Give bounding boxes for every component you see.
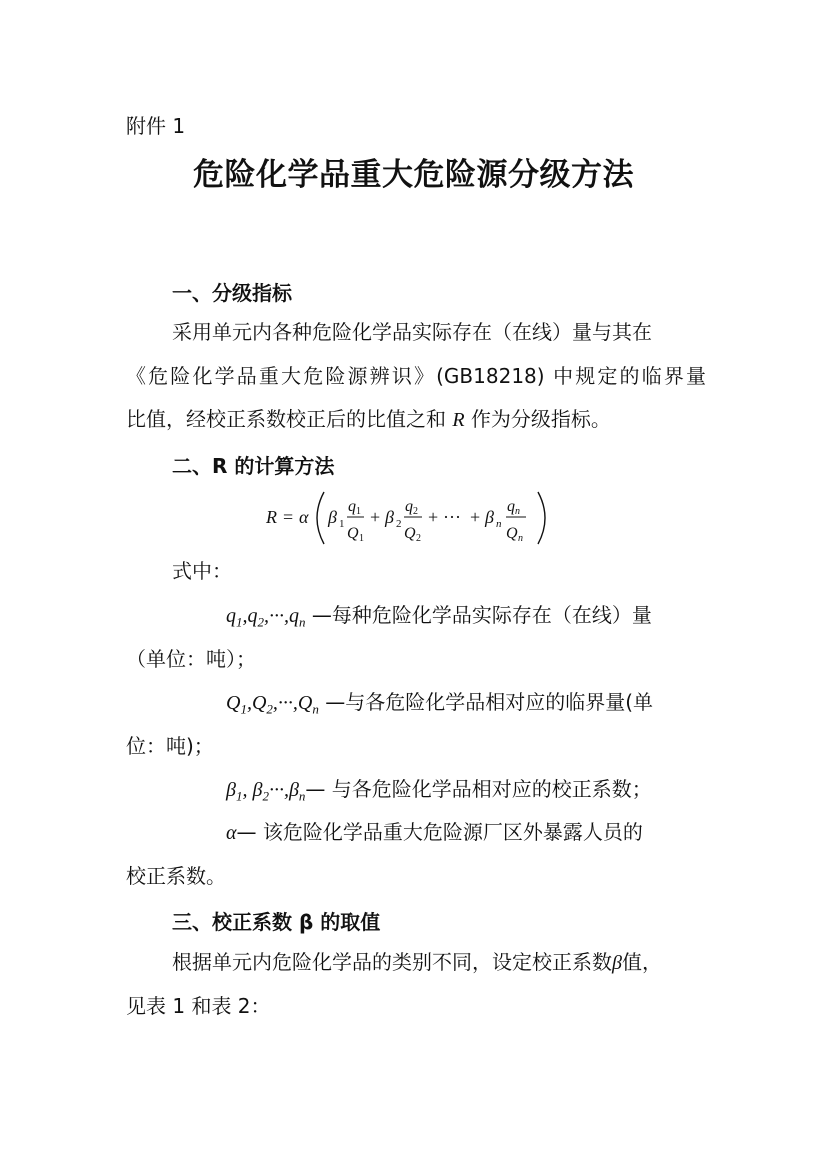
paragraph-line: 《危险化学品重大危险源辨识》(GB18218) 中规定的临界量 bbox=[126, 364, 706, 388]
formula-where-label: 式中： bbox=[172, 559, 232, 583]
paragraph-line: （单位：吨）； bbox=[126, 647, 256, 671]
svg-text:n: n bbox=[518, 533, 523, 544]
formula-r bbox=[262, 486, 572, 550]
svg-text:1: 1 bbox=[339, 518, 345, 530]
svg-text:=: = bbox=[283, 507, 294, 527]
svg-text:Q: Q bbox=[404, 525, 416, 542]
svg-text:n: n bbox=[496, 518, 502, 530]
paragraph-line: 采用单元内各种危险化学品实际存在（在线）量与其在 bbox=[172, 320, 652, 344]
svg-text:+: + bbox=[470, 507, 481, 527]
paragraph-line: 位：吨)； bbox=[126, 734, 214, 758]
definition-Q: $Q_1,Q_2,\cdot\cdot\cdot,Q_n$ —与各危险化学品相对应的临界量(单 bbox=[226, 690, 654, 717]
svg-text:R: R bbox=[266, 507, 277, 527]
svg-text:Q: Q bbox=[506, 525, 518, 542]
definition-alpha: α— 该危险化学品重大危险源厂区外暴露人员的 bbox=[226, 820, 643, 844]
page-title: 危险化学品重大危险源分级方法 bbox=[193, 157, 634, 193]
svg-text:2: 2 bbox=[413, 506, 418, 517]
section-heading-2: 二、R 的计算方法 bbox=[172, 454, 335, 478]
svg-text:q: q bbox=[507, 498, 515, 515]
paragraph-line: 校正系数。 bbox=[126, 864, 226, 888]
definition-q: $q_1,q_2,\cdot\cdot\cdot,q_n$ —每种危险化学品实际存在（在线）量 bbox=[226, 603, 652, 630]
paragraph-line: 根据单元内危险化学品的类别不同，设定校正系数β值， bbox=[172, 950, 662, 974]
definition-beta: $\beta_1$, $\beta_2\cdot\cdot\cdot,\beta_n—$ 与各危险化学品相对应的校正系数； bbox=[226, 777, 652, 804]
svg-text:1: 1 bbox=[359, 533, 364, 544]
svg-text:2: 2 bbox=[396, 518, 402, 530]
svg-text:q: q bbox=[348, 498, 356, 515]
svg-text:+: + bbox=[370, 507, 381, 527]
svg-text:q: q bbox=[405, 498, 413, 515]
svg-text:1: 1 bbox=[356, 506, 361, 517]
svg-text:β: β bbox=[485, 507, 494, 527]
section-heading-3: 三、校正系数 β 的取值 bbox=[172, 910, 381, 934]
svg-text:α: α bbox=[299, 507, 309, 527]
svg-text:2: 2 bbox=[416, 533, 421, 544]
paragraph-line: 比值，经校正系数校正后的比值之和 R 作为分级指标。 bbox=[126, 407, 611, 431]
svg-text:···: ··· bbox=[443, 507, 461, 527]
section-heading-1: 一、分级指标 bbox=[172, 281, 292, 305]
svg-text:β: β bbox=[328, 507, 337, 527]
svg-text:n: n bbox=[515, 506, 520, 517]
attachment-label: 附件 1 bbox=[126, 114, 186, 138]
paragraph-line: 见表 1 和表 2： bbox=[126, 994, 271, 1018]
svg-text:+: + bbox=[428, 507, 439, 527]
svg-text:β: β bbox=[385, 507, 394, 527]
svg-text:Q: Q bbox=[347, 525, 359, 542]
